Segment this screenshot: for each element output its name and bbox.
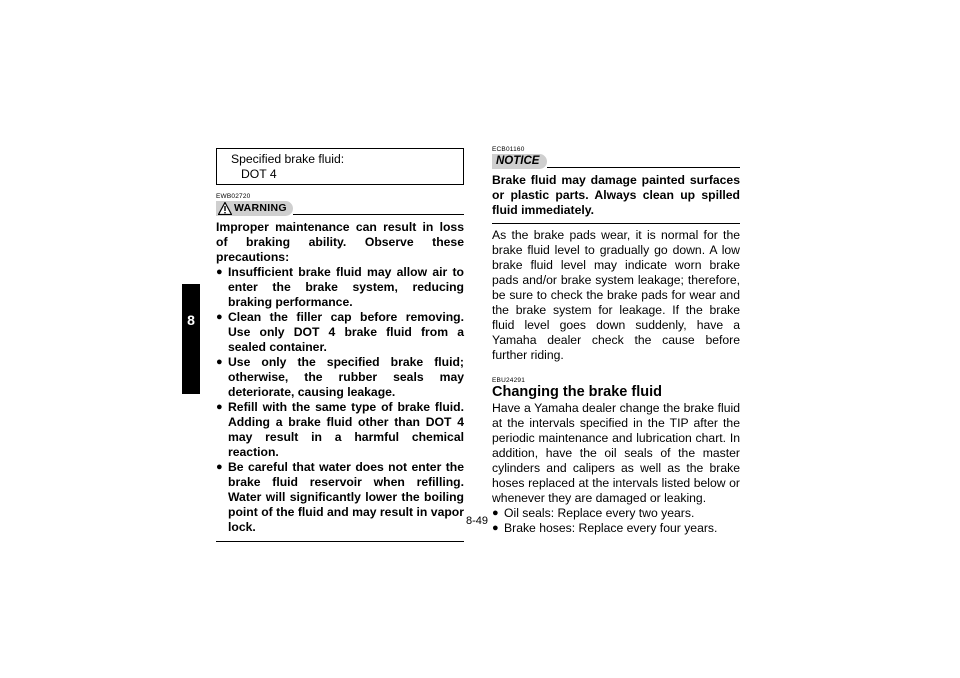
chapter-tab: 8 xyxy=(182,284,200,394)
warning-badge xyxy=(216,201,293,216)
brake-pad-paragraph: As the brake pads wear, it is normal for the brake fluid level to gradually go down. A low brake fluid level may indicate worn brake pads and/or brake system leakage; therefore, be sure to check the brake pads for wear and the brake system for leakage. If the brake fluid level goes down suddenly, have a Yamaha dealer check the cause before further riding. xyxy=(492,228,740,362)
warning-label: WARNING xyxy=(234,202,287,214)
spec-label: Specified brake fluid: xyxy=(231,152,345,166)
notice-text: Brake fluid may damage painted surfaces or plastic parts. Always clean up spilled fluid immediately. xyxy=(492,173,740,217)
page-number: 8-49 xyxy=(466,515,489,527)
bullet-icon: ● xyxy=(492,507,499,519)
list-item: ● Insufficient brake fluid may allow air to enter the brake system, reducing braking performance. xyxy=(216,265,464,309)
list-item: ● Use only the specified brake fluid; otherwise, the rubber seals may deteriorate, causing leakage. xyxy=(216,355,464,399)
warning-banner xyxy=(216,200,464,216)
bullet-icon: ● xyxy=(216,401,223,413)
section-title: Changing the brake fluid xyxy=(492,384,662,400)
list-item: ● Refill with the same type of brake fluid. Adding a brake fluid other than DOT 4 may result in a harmful chemical reaction. xyxy=(216,400,464,459)
warning-list xyxy=(216,265,464,535)
warning-end-rule xyxy=(216,541,464,542)
bullet-icon: ● xyxy=(216,311,223,323)
left-column xyxy=(216,148,464,542)
bullet-icon: ● xyxy=(216,266,223,278)
warning-rule xyxy=(293,214,464,215)
notice-banner xyxy=(492,153,740,169)
section-code: EBU24291 xyxy=(492,377,526,384)
bullet-icon: ● xyxy=(216,356,223,368)
list-item: ● Oil seals: Replace every two years. xyxy=(492,506,695,520)
right-column xyxy=(492,146,740,536)
spec-value: DOT 4 xyxy=(241,167,277,181)
list-item: ● Clean the filler cap before removing. Use only DOT 4 brake fluid from a sealed container. xyxy=(216,310,464,354)
warning-triangle-icon xyxy=(218,202,232,215)
bullet-icon: ● xyxy=(492,522,499,534)
notice-code: ECB01160 xyxy=(492,146,525,153)
notice-badge: NOTICE xyxy=(492,154,547,169)
notice-rule xyxy=(547,167,740,168)
section-text: Have a Yamaha dealer change the brake fluid at the intervals specified in the TIP after the periodic maintenance and lubrication chart. In addition, have the oil seals of the master cylinders and calipers as well as the brake hoses replaced at the intervals listed below or whenever they are damaged or leaking. xyxy=(492,401,740,505)
bullet-icon: ● xyxy=(216,461,223,473)
spec-box xyxy=(216,148,464,185)
list-item: ● Brake hoses: Replace every four years. xyxy=(492,521,718,535)
list-item: ● Be careful that water does not enter the brake fluid reservoir when refilling. Water will significantly lower the boiling point of the fluid and may result in vapor lock. xyxy=(216,460,464,534)
warning-code: EWB02720 xyxy=(216,193,251,200)
section-list xyxy=(492,506,740,536)
warning-intro: Improper maintenance can result in loss of braking ability. Observe these precautions: xyxy=(216,220,464,264)
